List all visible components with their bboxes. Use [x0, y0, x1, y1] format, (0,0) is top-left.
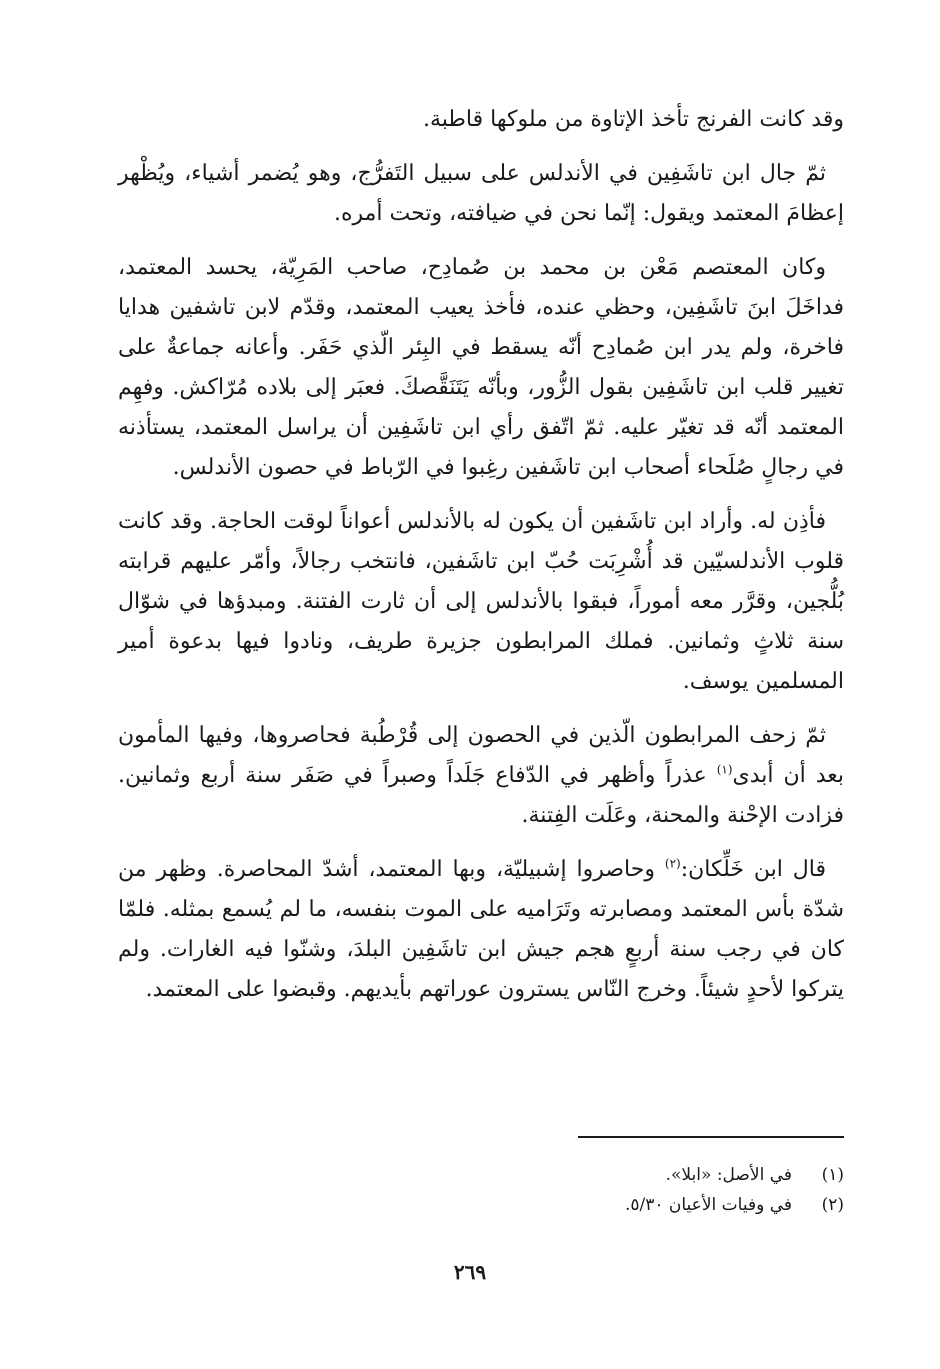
footnote-number: (٢): [821, 1195, 844, 1215]
paragraph-text: وقد كانت الفرنج تأخذ الإتاوة من ملوكها قاطبة.: [423, 107, 844, 132]
paragraph-text: وكان المعتصم مَعْن بن محمد بن صُمادِح، صاحب المَرِيّة، يحسد المعتمد، فداخَلَ ابنَ تاشَفِين، وحظي عنده، فأخذ يعيب المعتمد، وقدّم لابن تاشفين هدايا فاخرة، ولم يدر ابن صُمادِح أنّه يسقط في البِئر الّذي حَفَر. وأعانه جماعةٌ على تغيير قلب ابن تاشَفِين بقول الزُّور، وبأنّه يَتَنَقَّصكَ. فعبَر إلى بلاده مُرّاكش. وفهِم المعتمد أنّه قد تغيّر عليه. ثمّ اتّفق رأي ابن تاشَفِين أن يراسل المعتمد، يستأذنه في رجالٍ صُلَحاء أصحاب ابن تاشَفين رغِبوا في الرّباط في حصون الأندلس.: [118, 255, 844, 480]
paragraph-1: [118, 100, 844, 140]
footnote-divider: [578, 1136, 844, 1138]
paragraph-3: [118, 248, 844, 488]
paragraph-text-before: ثمّ زحف المرابطون الّذين في الحصون إلى قُرْطُبة فحاصروها، وفيها المأمون بعد أن أبدى: [118, 723, 844, 788]
paragraph-4: [118, 502, 844, 702]
footnote-text: في وفيات الأعيان ٥/٣٠.: [624, 1195, 792, 1215]
paragraph-text-after: عذراً وأظهر في الدّفاع جَلَداً وصبراً في صَفَر سنة أربع وثمانين. فزادت الإحْنة والمحنة، وعَلَت الفِتنة.: [118, 763, 844, 828]
paragraph-text-after: وحاصروا إشبيليّة، وبها المعتمد، أشدّ المحاصرة. وظهر من شدّة بأس المعتمد ومصابرته وتَرَاميه على الموت بنفسه، ما لم يُسمع بمثله. فلمّا كان في رجب سنة أربعٍ هجم جيش ابن تاشَفِين البلدَ، وشنّوا فيه الغارات. ولم يتركوا لأحدٍ شيئاً. وخرج النّاس يسترون عوراتهم بأيديهم. وقبضوا على المعتمد.: [118, 857, 844, 1002]
paragraph-5: [118, 716, 844, 836]
footnote-1: [450, 1160, 844, 1190]
footnote-2: [450, 1190, 844, 1220]
footnotes: [450, 1160, 844, 1220]
paragraph-2: [118, 154, 844, 234]
footnote-reference-2: (٢): [664, 856, 681, 871]
paragraph-6: [118, 850, 844, 1010]
paragraph-text-before: قال ابن خَلِّكان:: [680, 857, 826, 882]
paragraph-text: ثمّ جال ابن تاشَفِين في الأندلس على سبيل التَفرُّج، وهو يُضمر أشياء، ويُظْهر إعظامَ المعتمد ويقول: إنّما نحن في ضيافته، وتحت أمره.: [118, 161, 844, 226]
paragraph-text: فأذِن له. وأراد ابن تاشَفين أن يكون له بالأندلس أعواناً لوقت الحاجة. وقد كانت قلوب الأندلسيّين قد أُشْرِبَت حُبّ ابن تاشَفين، فانتخب رجالاً، وأمّر عليهم قرابته بُلُّجين، وقرَّر معه أموراً، فبقوا بالأندلس إلى أن ثارت الفتنة. ومبدؤها في شوّال سنة ثلاثٍ وثمانين. فملك المرابطون جزيرة طريف، ونادوا فيها بدعوة أمير المسلمين يوسف.: [118, 509, 844, 694]
footnote-reference-1: (١): [716, 762, 733, 777]
footnote-number: (١): [821, 1165, 844, 1185]
page-number: ٢٦٩: [453, 1260, 487, 1284]
footnote-text: في الأصل: «ابلا».: [665, 1165, 792, 1185]
body-text: [118, 100, 844, 1024]
